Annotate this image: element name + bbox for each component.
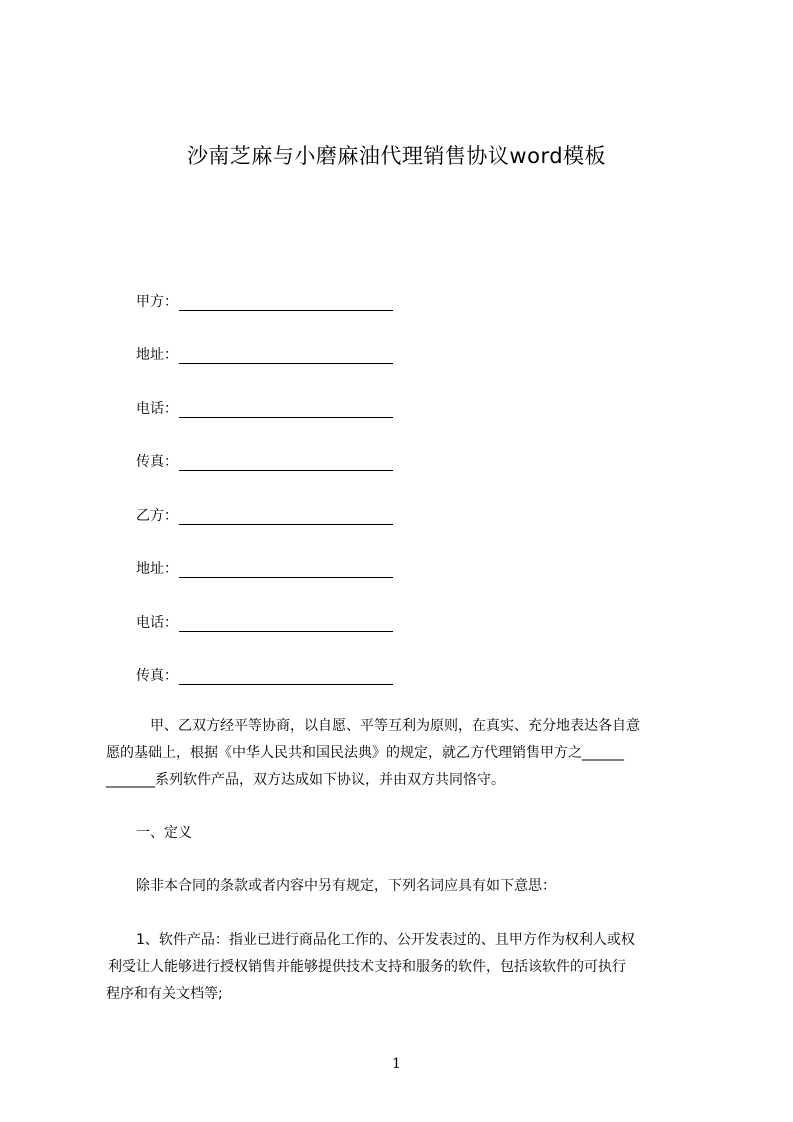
- fill-in-blank: [179, 401, 393, 418]
- field-label: 地址：: [136, 561, 178, 577]
- fill-in-blank: [179, 294, 393, 311]
- field-label: 乙方：: [136, 508, 178, 524]
- field-label: 传真：: [136, 668, 178, 684]
- section-heading: 一、定义: [136, 825, 192, 841]
- party-b-name-field: [136, 503, 393, 525]
- fill-in-blank: [179, 615, 393, 632]
- field-label: 电话：: [136, 615, 178, 631]
- field-label: 甲方：: [136, 294, 178, 310]
- party-b-address-field: [136, 556, 393, 578]
- party-a-fax-field: [136, 449, 393, 471]
- definition-1-line-2: 利受让人能够进行授权销售并能够提供技术支持和服务的软件，包括该软件的可执行: [108, 959, 626, 975]
- party-b-fax-field: [136, 663, 393, 685]
- party-a-address-field: [136, 342, 393, 364]
- definition-1-line-1: 1、软件产品：指业已进行商品化工作的、公开发表过的、且甲方作为权利人或权: [136, 932, 635, 948]
- field-label: 传真：: [136, 454, 178, 470]
- definition-1-line-3: 程序和有关文档等;: [106, 986, 223, 1002]
- party-b-phone-field: [136, 610, 393, 632]
- party-a-name-field: [136, 289, 393, 311]
- fill-in-blank: [179, 561, 393, 578]
- field-label: 地址：: [136, 347, 178, 363]
- definition-intro: 除非本合同的条款或者内容中另有规定，下列名词应具有如下意思：: [136, 878, 556, 894]
- page-number: 1: [392, 1056, 401, 1072]
- field-label: 电话：: [136, 401, 178, 417]
- intro-line-3: _______系列软件产品，双方达成如下协议，并由双方共同恪守。: [106, 772, 505, 788]
- intro-line-2: 愿的基础上，根据《中华人民共和国民法典》的规定，就乙方代理销售甲方之______: [106, 745, 624, 761]
- intro-line-1: 甲、乙双方经平等协商，以自愿、平等互利为原则，在真实、充分地表达各自意: [150, 718, 640, 734]
- party-a-phone-field: [136, 396, 393, 418]
- fill-in-blank: [179, 668, 393, 685]
- document-title: 沙南芝麻与小磨麻油代理销售协议word模板: [186, 144, 607, 168]
- fill-in-blank: [179, 347, 393, 364]
- fill-in-blank: [179, 454, 393, 471]
- fill-in-blank: [179, 508, 393, 525]
